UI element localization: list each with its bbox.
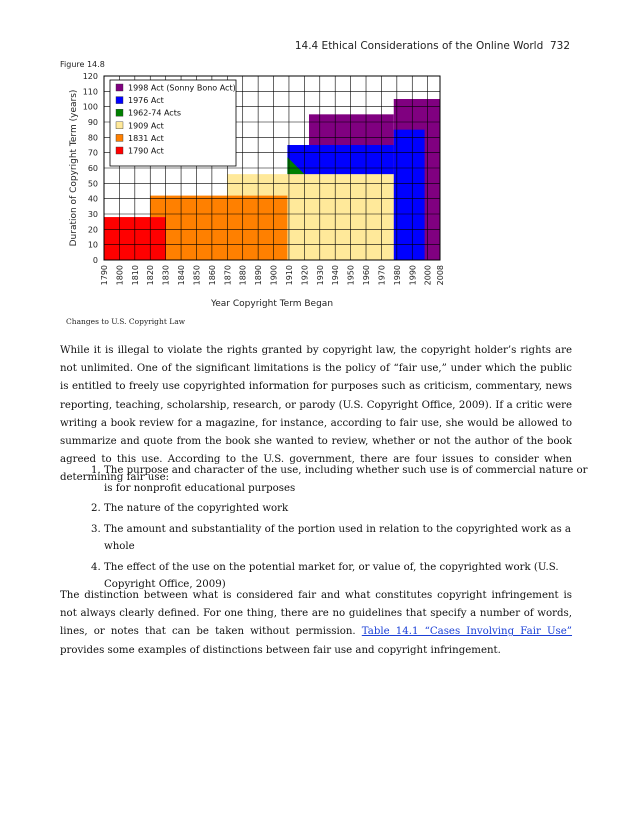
figure-caption: Changes to U.S. Copyright Law — [66, 317, 186, 326]
fair-use-factor: 1. The purpose and character of the use, including whether such use is of commercial nature or is for nonprofit educational purposes — [104, 462, 594, 497]
legend-swatch — [116, 147, 123, 154]
fair-use-factor: 2. The nature of the copyrighted work — [104, 500, 594, 518]
copyright-term-chart — [58, 68, 458, 308]
y-tick-label: 100 — [82, 102, 98, 112]
x-tick-label: 1830 — [161, 265, 171, 286]
x-tick-label: 1920 — [300, 265, 310, 286]
y-tick-label: 20 — [87, 225, 98, 235]
x-tick-label: 1910 — [284, 265, 294, 286]
fair-use-factor: 3. The amount and substantiality of the portion used in relation to the copyrighted work as a whole — [104, 521, 594, 556]
y-axis-label: Duration of Copyright Term (years) — [69, 89, 79, 247]
legend-entry: 1790 Act — [128, 146, 164, 156]
y-tick-label: 10 — [87, 240, 98, 250]
legend-entry: 1831 Act — [128, 133, 164, 143]
x-tick-label: 1810 — [130, 265, 140, 286]
fair-use-factor: 4. The effect of the use on the potential market for, or value of, the copyrighted work (U.S. Copyright Office, 2009) — [104, 559, 594, 594]
x-tick-label: 1790 — [100, 265, 109, 286]
x-tick-label: 1980 — [392, 265, 402, 286]
paragraph-distinction-text-end: provides some examples of distinctions between fair use and copyright infringement. — [60, 644, 501, 656]
legend-entry: 1998 Act (Sonny Bono Act) — [128, 83, 236, 93]
x-tick-label: 1860 — [207, 265, 217, 286]
running-title: 14.4 Ethical Considerations of the Online World — [294, 40, 544, 52]
x-axis-label: Year Copyright Term Began — [210, 299, 334, 308]
x-tick-label: 1840 — [177, 265, 187, 286]
x-tick-label: 1870 — [223, 265, 233, 286]
x-tick-label: 1940 — [331, 265, 341, 286]
legend-swatch — [116, 84, 123, 91]
paragraph-distinction-text: The distinction between what is considered fair and what constitutes copyright infringement is not always clearly defined. For one thing, there are no guidelines that specify a number of words, lines, or notes that can be taken without permission. — [60, 590, 572, 638]
x-tick-label: 1930 — [315, 265, 325, 286]
x-tick-label: 2000 — [423, 265, 433, 286]
paragraph-distinction — [60, 587, 572, 660]
y-tick-label: 40 — [87, 194, 98, 204]
y-tick-label: 70 — [87, 148, 98, 158]
legend-swatch — [116, 134, 123, 141]
x-tick-label: 1820 — [146, 265, 156, 286]
y-tick-label: 50 — [87, 179, 98, 189]
x-tick-label: 1850 — [192, 265, 202, 286]
page-number: 732 — [549, 40, 570, 52]
legend-swatch — [116, 122, 123, 129]
x-tick-label: 1970 — [377, 265, 387, 286]
y-tick-label: 120 — [82, 72, 98, 81]
legend-entry: 1976 Act — [128, 96, 164, 106]
y-tick-label: 0 — [92, 256, 98, 265]
y-tick-label: 30 — [87, 210, 98, 219]
paragraph-intro: While it is illegal to violate the rights granted by copyright law, the copyright holder’s rights are not unlimited. One of the significant limitations is the policy of “fair use,” under which the public is entitled to freely use copyrighted information for purposes such as criticism, commentary, news reporting, teaching, scholarship, research, or parody (U.S. Copyright Office, 2009). If a critic were writing a book review for a magazine, for instance, according to fair use, she would be allowed to summarize and quote from the book she wanted to review, whether or not the author of the book agreed to this use. According to the U.S. government, there are four issues to consider when determining fair use: — [60, 345, 572, 484]
series-area-1831-act — [166, 196, 288, 260]
x-tick-label: 1950 — [346, 265, 356, 286]
x-tick-label: 1890 — [254, 265, 264, 286]
x-tick-label: 1900 — [269, 265, 279, 286]
legend-swatch — [116, 109, 123, 116]
y-tick-label: 60 — [87, 164, 98, 173]
table-14-1-link[interactable]: Table 14.1 “Cases Involving Fair Use” — [361, 626, 573, 638]
y-tick-label: 90 — [87, 118, 98, 127]
y-tick-label: 80 — [87, 133, 98, 143]
series-area-1976-act-extended — [394, 130, 425, 260]
x-tick-label: 1960 — [362, 265, 372, 286]
legend-entry: 1909 Act — [128, 121, 164, 131]
legend-swatch — [116, 97, 123, 104]
chart-legend — [110, 80, 236, 166]
x-tick-label: 1990 — [408, 265, 418, 286]
fair-use-factors-list — [60, 462, 594, 597]
x-tick-label: 2008 — [436, 265, 445, 286]
figure-label: Figure 14.8 — [60, 60, 105, 69]
y-tick-label: 110 — [82, 87, 98, 97]
x-tick-label: 1800 — [115, 265, 125, 286]
running-header — [295, 40, 570, 52]
legend-entry: 1962-74 Acts — [128, 108, 182, 118]
x-tick-label: 1880 — [238, 265, 248, 286]
